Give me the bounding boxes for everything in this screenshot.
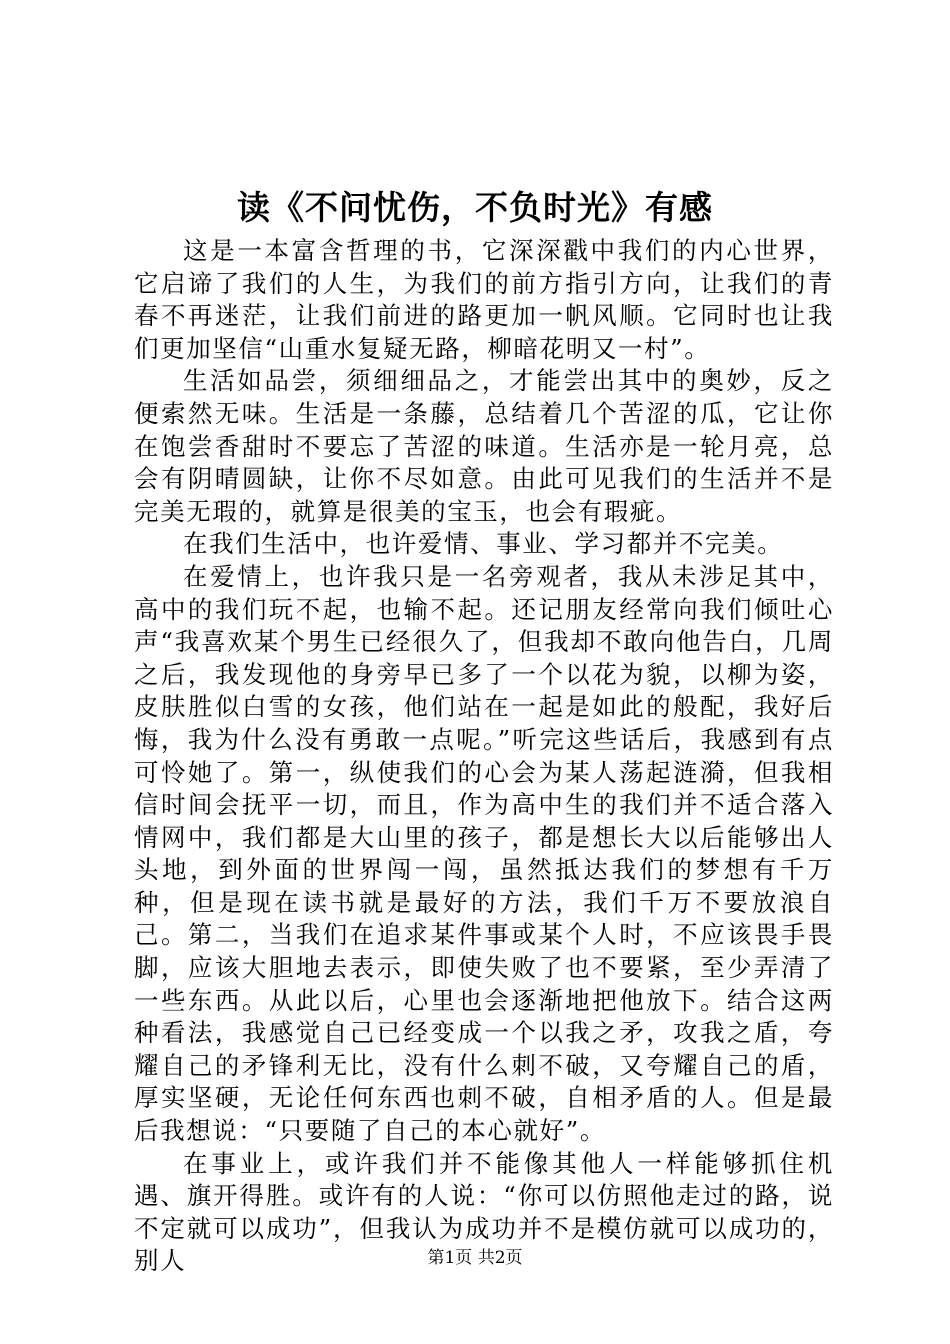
document-title: 读《不问忧伤，不负时光》有感: [237, 188, 713, 227]
paragraph: 在我们生活中，也许爱情、事业、学习都并不完美。: [183, 529, 784, 559]
page-number-footer: 第1页 共2页: [427, 1248, 523, 1268]
paragraph: 在事业上，或许我们并不能像其他人一样能够抓住机遇、旗开得胜。或许有的人说：“你可以仿照他走过的路，说不定就可以成功”，但我认为成功并不是模仿就可以成功的，别人: [134, 1148, 834, 1276]
document-body: [134, 235, 834, 1278]
paragraph: 这是一本富含哲理的书，它深深戳中我们的内心世界，它启谛了我们的人生，为我们的前方指引方向，让我们的青春不再迷茫，让我们前进的路更加一帆风顺。它同时也让我们更加坚信“山重水复疑无路，柳暗花明又一村”。: [134, 236, 834, 363]
paragraph: 在爱情上，也许我只是一名旁观者，我从未涉足其中，高中的我们玩不起，也输不起。还记朋友经常向我们倾吐心声“我喜欢某个男生已经很久了，但我却不敢向他告白，几周之后，我发现他的身旁早已多了一个以花为貌，以柳为姿，皮肤胜似白雪的女孩，他们站在一起是如此的般配，我好后悔，我为什么没有勇敢一点呢。”听完这些话后，我感到有点可怜她了。第一，纵使我们的心会为某人荡起涟漪，但我相信时间会抚平一切，而且，作为高中生的我们并不适合落入情网中，我们都是大山里的孩子，都是想长大以后能够出人头地，到外面的世界闯一闯，虽然抵达我们的梦想有千万种，但是现在读书就是最好的方法，我们千万不要放浪自己。第二，当我们在追求某件事或某个人时，不应该畏手畏脚，应该大胆地去表示，即使失败了也不要紧，至少弄清了一些东西。从此以后，心里也会逐渐地把他放下。结合这两种看法，我感觉自己已经变成一个以我之矛，攻我之盾，夸耀自己的矛锋利无比，没有什么刺不破，又夸耀自己的盾，厚实坚硬，无论任何东西也刺不破，自相矛盾的人。但是最后我想说：“只要随了自己的本心就好”。: [134, 561, 834, 1146]
paragraph: 生活如品尝，须细细品之，才能尝出其中的奥妙，反之便索然无味。生活是一条藤，总结着几个苦涩的瓜，它让你在饱尝香甜时不要忘了苦涩的味道。生活亦是一轮月亮，总会有阴晴圆缺，让你不尽如意。由此可见我们的生活并不是完美无瑕的，就算是很美的宝玉，也会有瑕疵。: [134, 366, 834, 526]
